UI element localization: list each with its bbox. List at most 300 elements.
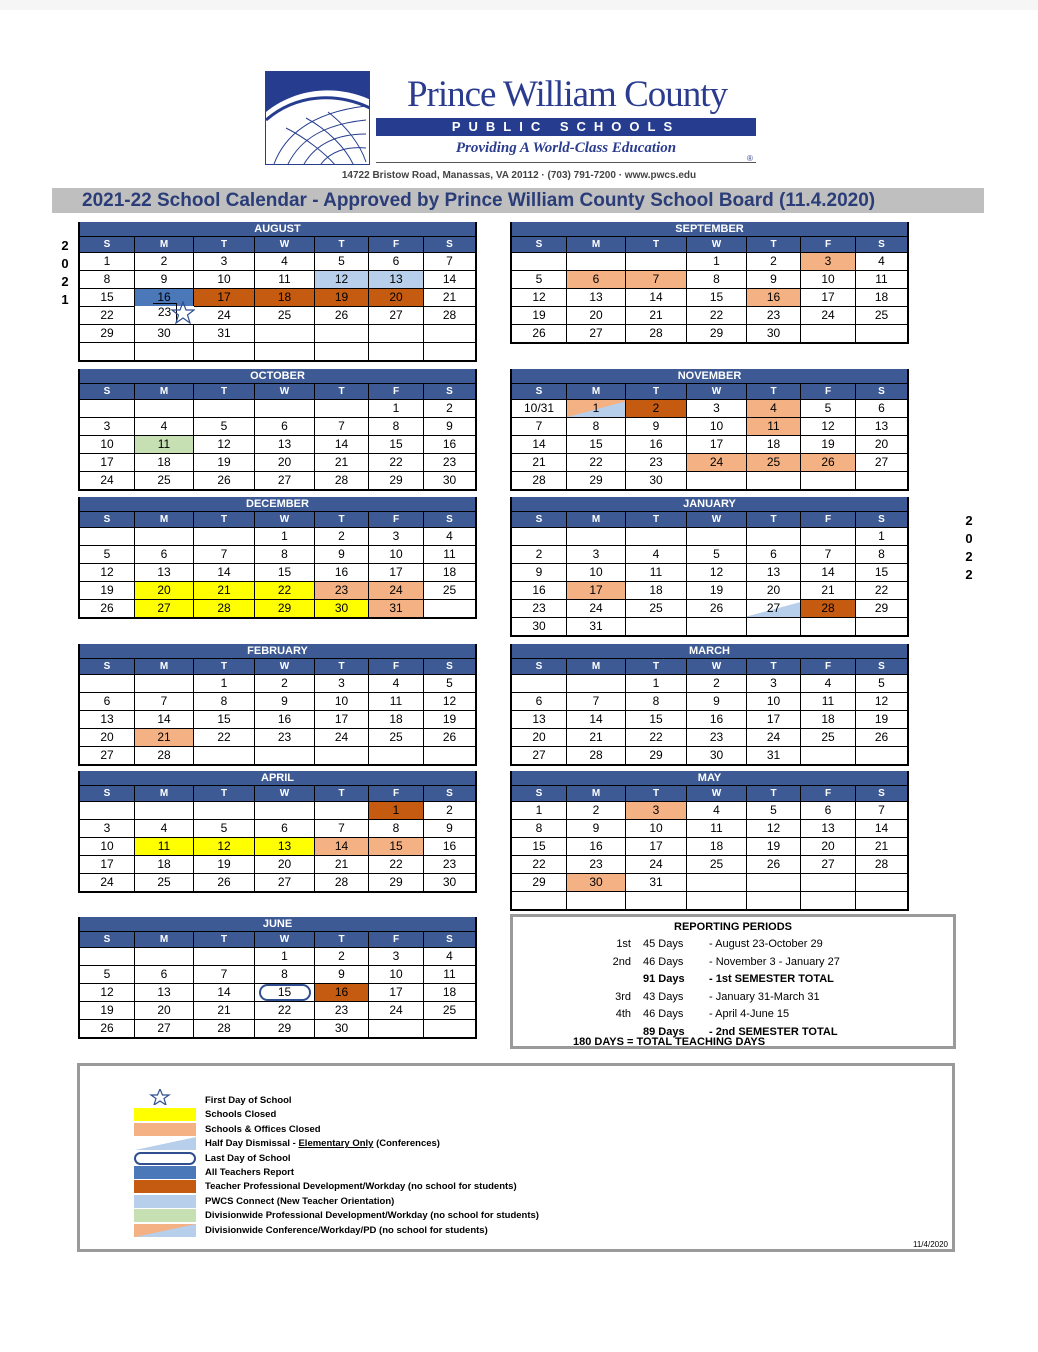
day-cell: 22 [687,306,747,324]
day-cell: 6 [567,270,626,288]
day-cell: 29 [512,873,567,891]
day-cell: 20 [856,435,907,453]
day-cell: 1 [856,527,907,545]
day-cell: 26 [747,855,801,873]
day-cell: 19 [315,288,369,306]
day-cell: 19 [194,453,255,471]
reporting-periods [510,914,956,1049]
day-cell: 25 [424,1001,475,1019]
day-cell: 10 [80,435,135,453]
day-cell: 12 [194,837,255,855]
day-cell [626,891,687,909]
day-cell: 17 [747,710,801,728]
day-cell: 9 [255,692,315,710]
day-cell: 11 [424,965,475,983]
day-cell: 24 [801,306,856,324]
day-cell: 22 [626,728,687,746]
day-cell: 28 [424,306,475,324]
pwcs-logo [265,71,757,165]
day-cell: 27 [255,471,315,489]
day-cell: 20 [369,288,424,306]
day-cell: 3 [80,417,135,435]
day-cell: 9 [512,563,567,581]
legend-swatch-last [134,1152,196,1165]
day-cell [747,873,801,891]
weekday-label: S [446,661,453,672]
day-cell: 16 [512,581,567,599]
day-cell [194,527,255,545]
weekday-label: F [369,659,424,674]
day-cell: 10 [747,692,801,710]
day-cell: 2 [255,674,315,692]
day-cell: 25 [687,855,747,873]
day-grid [80,947,475,1037]
legend-label: Schools Closed [205,1109,277,1121]
day-cell: 1 [80,252,135,270]
day-cell [135,342,194,360]
day-cell: 13 [135,563,194,581]
weekday-label: S [446,514,453,525]
day-cell [80,399,135,417]
day-cell: 28 [512,471,567,489]
weekday-label: T [747,384,801,399]
day-cell: 23 [747,306,801,324]
day-cell: 4 [424,527,475,545]
day-cell [424,599,475,617]
day-cell: 21 [567,728,626,746]
reporting-row [513,1008,953,1025]
weekday-label: M [567,237,626,252]
weekday-header [80,931,475,947]
legend-label [205,1137,440,1150]
day-cell: 26 [512,324,567,342]
day-cell: 5 [512,270,567,288]
day-cell: 15 [567,435,626,453]
legend-label-part: Elementary Only [298,1138,374,1150]
weekday-header [512,658,907,674]
day-cell: 25 [747,453,801,471]
day-cell: 24 [369,581,424,599]
day-cell [856,324,907,342]
day-cell: 26 [80,1019,135,1037]
weekday-label: T [194,237,255,252]
day-cell: 10 [315,692,369,710]
month-may [510,771,909,911]
day-cell: 10 [80,837,135,855]
weekday-label: M [567,786,626,801]
day-cell: 4 [135,417,194,435]
weekday-label: S [80,237,135,252]
month-november [510,369,909,491]
month-title: NOVEMBER [512,369,907,383]
day-cell: 8 [687,270,747,288]
day-cell: 5 [424,674,475,692]
legend-label: PWCS Connect (New Teacher Orientation) [205,1195,395,1207]
day-cell: 2 [747,252,801,270]
weekday-label: S [878,239,885,250]
day-cell: 28 [626,324,687,342]
day-cell: 6 [255,819,315,837]
day-cell [135,801,194,819]
weekday-label: S [878,514,885,525]
day-cell: 28 [194,599,255,617]
day-cell: 18 [369,710,424,728]
weekday-label: W [687,237,747,252]
day-cell: 14 [315,435,369,453]
month-title: JANUARY [512,497,907,511]
day-cell: 18 [856,288,907,306]
day-cell [626,527,687,545]
day-cell: 19 [424,710,475,728]
day-cell: 19 [687,581,747,599]
weekday-label: T [194,786,255,801]
day-cell: 3 [369,527,424,545]
weekday-label: W [255,659,315,674]
day-cell: 7 [194,965,255,983]
day-cell: 10 [801,270,856,288]
day-cell: 13 [567,288,626,306]
legend-label: First Day of School [205,1095,292,1106]
day-cell: 12 [194,435,255,453]
day-cell: 30 [687,746,747,764]
legend [77,1063,955,1252]
weekday-label: S [80,512,135,527]
day-cell: 18 [255,288,315,306]
day-cell: 6 [255,417,315,435]
month-september [510,222,909,344]
day-cell: 12 [512,288,567,306]
day-cell [687,527,747,545]
reporting-days: 46 Days [643,1008,684,1020]
day-cell: 2 [567,801,626,819]
day-cell: 16 [567,837,626,855]
day-cell: 17 [194,288,255,306]
logo-emblem [265,71,370,165]
day-cell: 27 [567,324,626,342]
day-cell: 3 [315,674,369,692]
weekday-label: W [255,512,315,527]
day-cell: 30 [315,1019,369,1037]
day-cell: 25 [369,728,424,746]
day-cell: 9 [626,417,687,435]
day-cell: 10 [369,965,424,983]
day-cell: 8 [626,692,687,710]
reporting-row [513,973,953,990]
month-title: MAY [512,771,907,785]
day-cell: 17 [626,837,687,855]
reporting-row [513,938,953,955]
day-cell: 21 [626,306,687,324]
day-cell: 6 [747,545,801,563]
weekday-label: M [567,384,626,399]
day-cell [801,471,856,489]
weekday-label: W [255,932,315,947]
weekday-label: F [801,237,856,252]
day-cell: 24 [626,855,687,873]
weekday-label: M [135,932,194,947]
weekday-label: T [315,512,369,527]
day-cell: 23 [687,728,747,746]
weekday-label: T [194,659,255,674]
day-cell: 1 [194,674,255,692]
day-cell: 23 [315,581,369,599]
weekday-label: S [80,659,135,674]
day-cell [194,399,255,417]
day-cell: 3 [801,252,856,270]
weekday-label: S [512,659,567,674]
day-cell [567,527,626,545]
legend-label: Teacher Professional Development/Workday (no school for students) [205,1181,517,1193]
day-cell: 5 [801,399,856,417]
weekday-label: M [135,512,194,527]
month-october [78,369,477,491]
day-cell [135,399,194,417]
day-cell: 9 [747,270,801,288]
day-grid [512,527,907,635]
day-cell: 30 [424,873,475,891]
day-cell [747,527,801,545]
weekday-label: S [512,384,567,399]
day-cell: 4 [747,399,801,417]
weekday-label: W [255,786,315,801]
day-cell: 29 [80,324,135,342]
day-cell: 24 [687,453,747,471]
weekday-header [512,785,907,801]
day-cell: 20 [135,581,194,599]
day-cell: 26 [315,306,369,324]
day-cell: 3 [369,947,424,965]
day-cell: 23 [512,599,567,617]
day-cell: 26 [856,728,907,746]
day-cell: 23 [255,728,315,746]
weekday-label: T [747,237,801,252]
weekday-label: W [687,659,747,674]
day-cell: 27 [255,873,315,891]
day-cell: 27 [747,599,801,617]
day-cell: 15 [687,288,747,306]
weekday-header [512,383,907,399]
day-cell: 12 [424,692,475,710]
day-cell: 9 [567,819,626,837]
day-cell: 20 [512,728,567,746]
day-cell [512,674,567,692]
day-cell: 9 [135,270,194,288]
day-cell: 30 [747,324,801,342]
day-cell: 8 [512,819,567,837]
day-grid [512,399,907,489]
day-cell: 30 [626,471,687,489]
reporting-days: 46 Days [643,955,684,968]
day-cell: 16 [255,710,315,728]
weekday-label: S [446,934,453,945]
weekday-header [80,658,475,674]
day-cell: 29 [567,471,626,489]
day-cell: 18 [135,453,194,471]
month-title: FEBRUARY [80,644,475,658]
day-cell: 21 [135,728,194,746]
year-digit: 2 [965,513,973,528]
day-cell: 5 [80,965,135,983]
day-cell: 16 [747,288,801,306]
weekday-label: T [194,384,255,399]
weekday-label: S [512,237,567,252]
day-cell: 22 [369,453,424,471]
day-cell: 26 [801,453,856,471]
day-cell: 21 [424,288,475,306]
day-grid [80,399,475,489]
month-april [78,771,477,893]
legend-label: All Teachers Report [205,1167,295,1178]
day-grid [80,674,475,764]
day-cell: 22 [512,855,567,873]
legend-swatch-tr [134,1166,196,1179]
day-cell: 19 [80,1001,135,1019]
day-cell: 8 [369,819,424,837]
revision-date: 11/4/2020 [913,1240,948,1249]
day-cell: 18 [424,983,475,1001]
legend-label-part: Half Day Dismissal - [205,1138,299,1150]
day-cell: 23 [424,453,475,471]
day-cell: 29 [369,873,424,891]
weekday-label: T [315,237,369,252]
day-cell: 25 [856,306,907,324]
day-cell [315,342,369,360]
weekday-label: T [315,384,369,399]
day-cell: 23 [424,855,475,873]
day-cell: 9 [424,417,475,435]
day-cell: 18 [626,581,687,599]
day-cell: 31 [194,324,255,342]
day-cell: 7 [856,801,907,819]
day-cell: 4 [369,674,424,692]
day-cell: 15 [856,563,907,581]
legend-label: Divisionwide Conference/Workday/PD (no school for students) [205,1224,488,1236]
legend-swatch-sc [134,1123,196,1136]
reporting-row [513,956,953,973]
day-cell: 18 [687,837,747,855]
day-cell: 16 [424,435,475,453]
reporting-row [513,991,953,1008]
day-cell: 11 [801,692,856,710]
day-cell [687,891,747,909]
weekday-label: F [369,384,424,399]
day-cell: 11 [747,417,801,435]
day-cell: 21 [194,1001,255,1019]
weekday-header [80,236,475,252]
day-cell: 12 [315,270,369,288]
day-cell [512,891,567,909]
weekday-label: M [135,237,194,252]
day-cell: 25 [135,471,194,489]
day-cell [512,252,567,270]
legend-swatch-dw [134,1209,196,1222]
day-cell: 18 [801,710,856,728]
day-cell: 21 [801,581,856,599]
day-cell [194,947,255,965]
day-cell [687,873,747,891]
day-cell: 25 [255,306,315,324]
day-cell: 26 [80,599,135,617]
year-digit: 1 [61,292,69,307]
day-cell: 27 [369,306,424,324]
address-line: 14722 Bristow Road, Manassas, VA 20112 · (703) 791-7200 · www.pwcs.edu [341,170,697,181]
day-cell: 2 [315,947,369,965]
day-cell: 7 [626,270,687,288]
day-cell [194,342,255,360]
day-cell: 1 [687,252,747,270]
month-title: SEPTEMBER [512,222,907,236]
day-cell [135,674,194,692]
day-cell [424,1019,475,1037]
day-cell: 7 [194,545,255,563]
reporting-label: 2nd [612,955,631,968]
day-cell: 3 [80,819,135,837]
weekday-header [80,785,475,801]
day-cell [801,891,856,909]
day-cell [315,324,369,342]
weekday-label: F [369,237,424,252]
day-cell: 31 [369,599,424,617]
year-digit: 2 [61,274,69,289]
day-cell [687,617,747,635]
weekday-label: T [747,512,801,527]
day-cell: 18 [747,435,801,453]
weekday-header [512,236,907,252]
day-cell: 26 [194,873,255,891]
day-cell: 27 [135,599,194,617]
day-cell: 20 [255,453,315,471]
weekday-label: F [369,786,424,801]
day-cell: 11 [424,545,475,563]
day-cell: 2 [626,399,687,417]
reporting-days: 91 Days [643,973,685,985]
day-cell [135,947,194,965]
day-cell: 4 [801,674,856,692]
day-cell: 7 [567,692,626,710]
day-cell: 29 [856,599,907,617]
day-cell: 7 [315,417,369,435]
day-cell: 10 [626,819,687,837]
day-cell: 1 [567,399,626,417]
day-cell [856,746,907,764]
logo-tagline: Providing A World-Class Education [455,140,677,156]
day-cell: 19 [801,435,856,453]
day-cell: 9 [315,545,369,563]
day-cell [801,527,856,545]
day-cell: 15 [194,710,255,728]
day-cell: 27 [801,855,856,873]
day-cell: 22 [856,581,907,599]
reporting-label: 4th [615,1008,631,1020]
month-title: AUGUST [80,222,475,236]
day-cell: 27 [80,746,135,764]
legend-swatch-pw [134,1195,196,1208]
day-cell: 17 [687,435,747,453]
weekday-label: F [801,512,856,527]
day-cell: 1 [626,674,687,692]
day-cell [626,617,687,635]
day-cell [626,252,687,270]
day-cell: 24 [80,471,135,489]
day-cell: 14 [801,563,856,581]
day-cell: 13 [255,837,315,855]
day-cell: 14 [194,983,255,1001]
day-cell: 15 [255,563,315,581]
reporting-range: - August 23-October 29 [709,938,823,950]
day-cell: 22 [80,306,135,324]
day-cell: 11 [626,563,687,581]
day-cell: 28 [801,599,856,617]
